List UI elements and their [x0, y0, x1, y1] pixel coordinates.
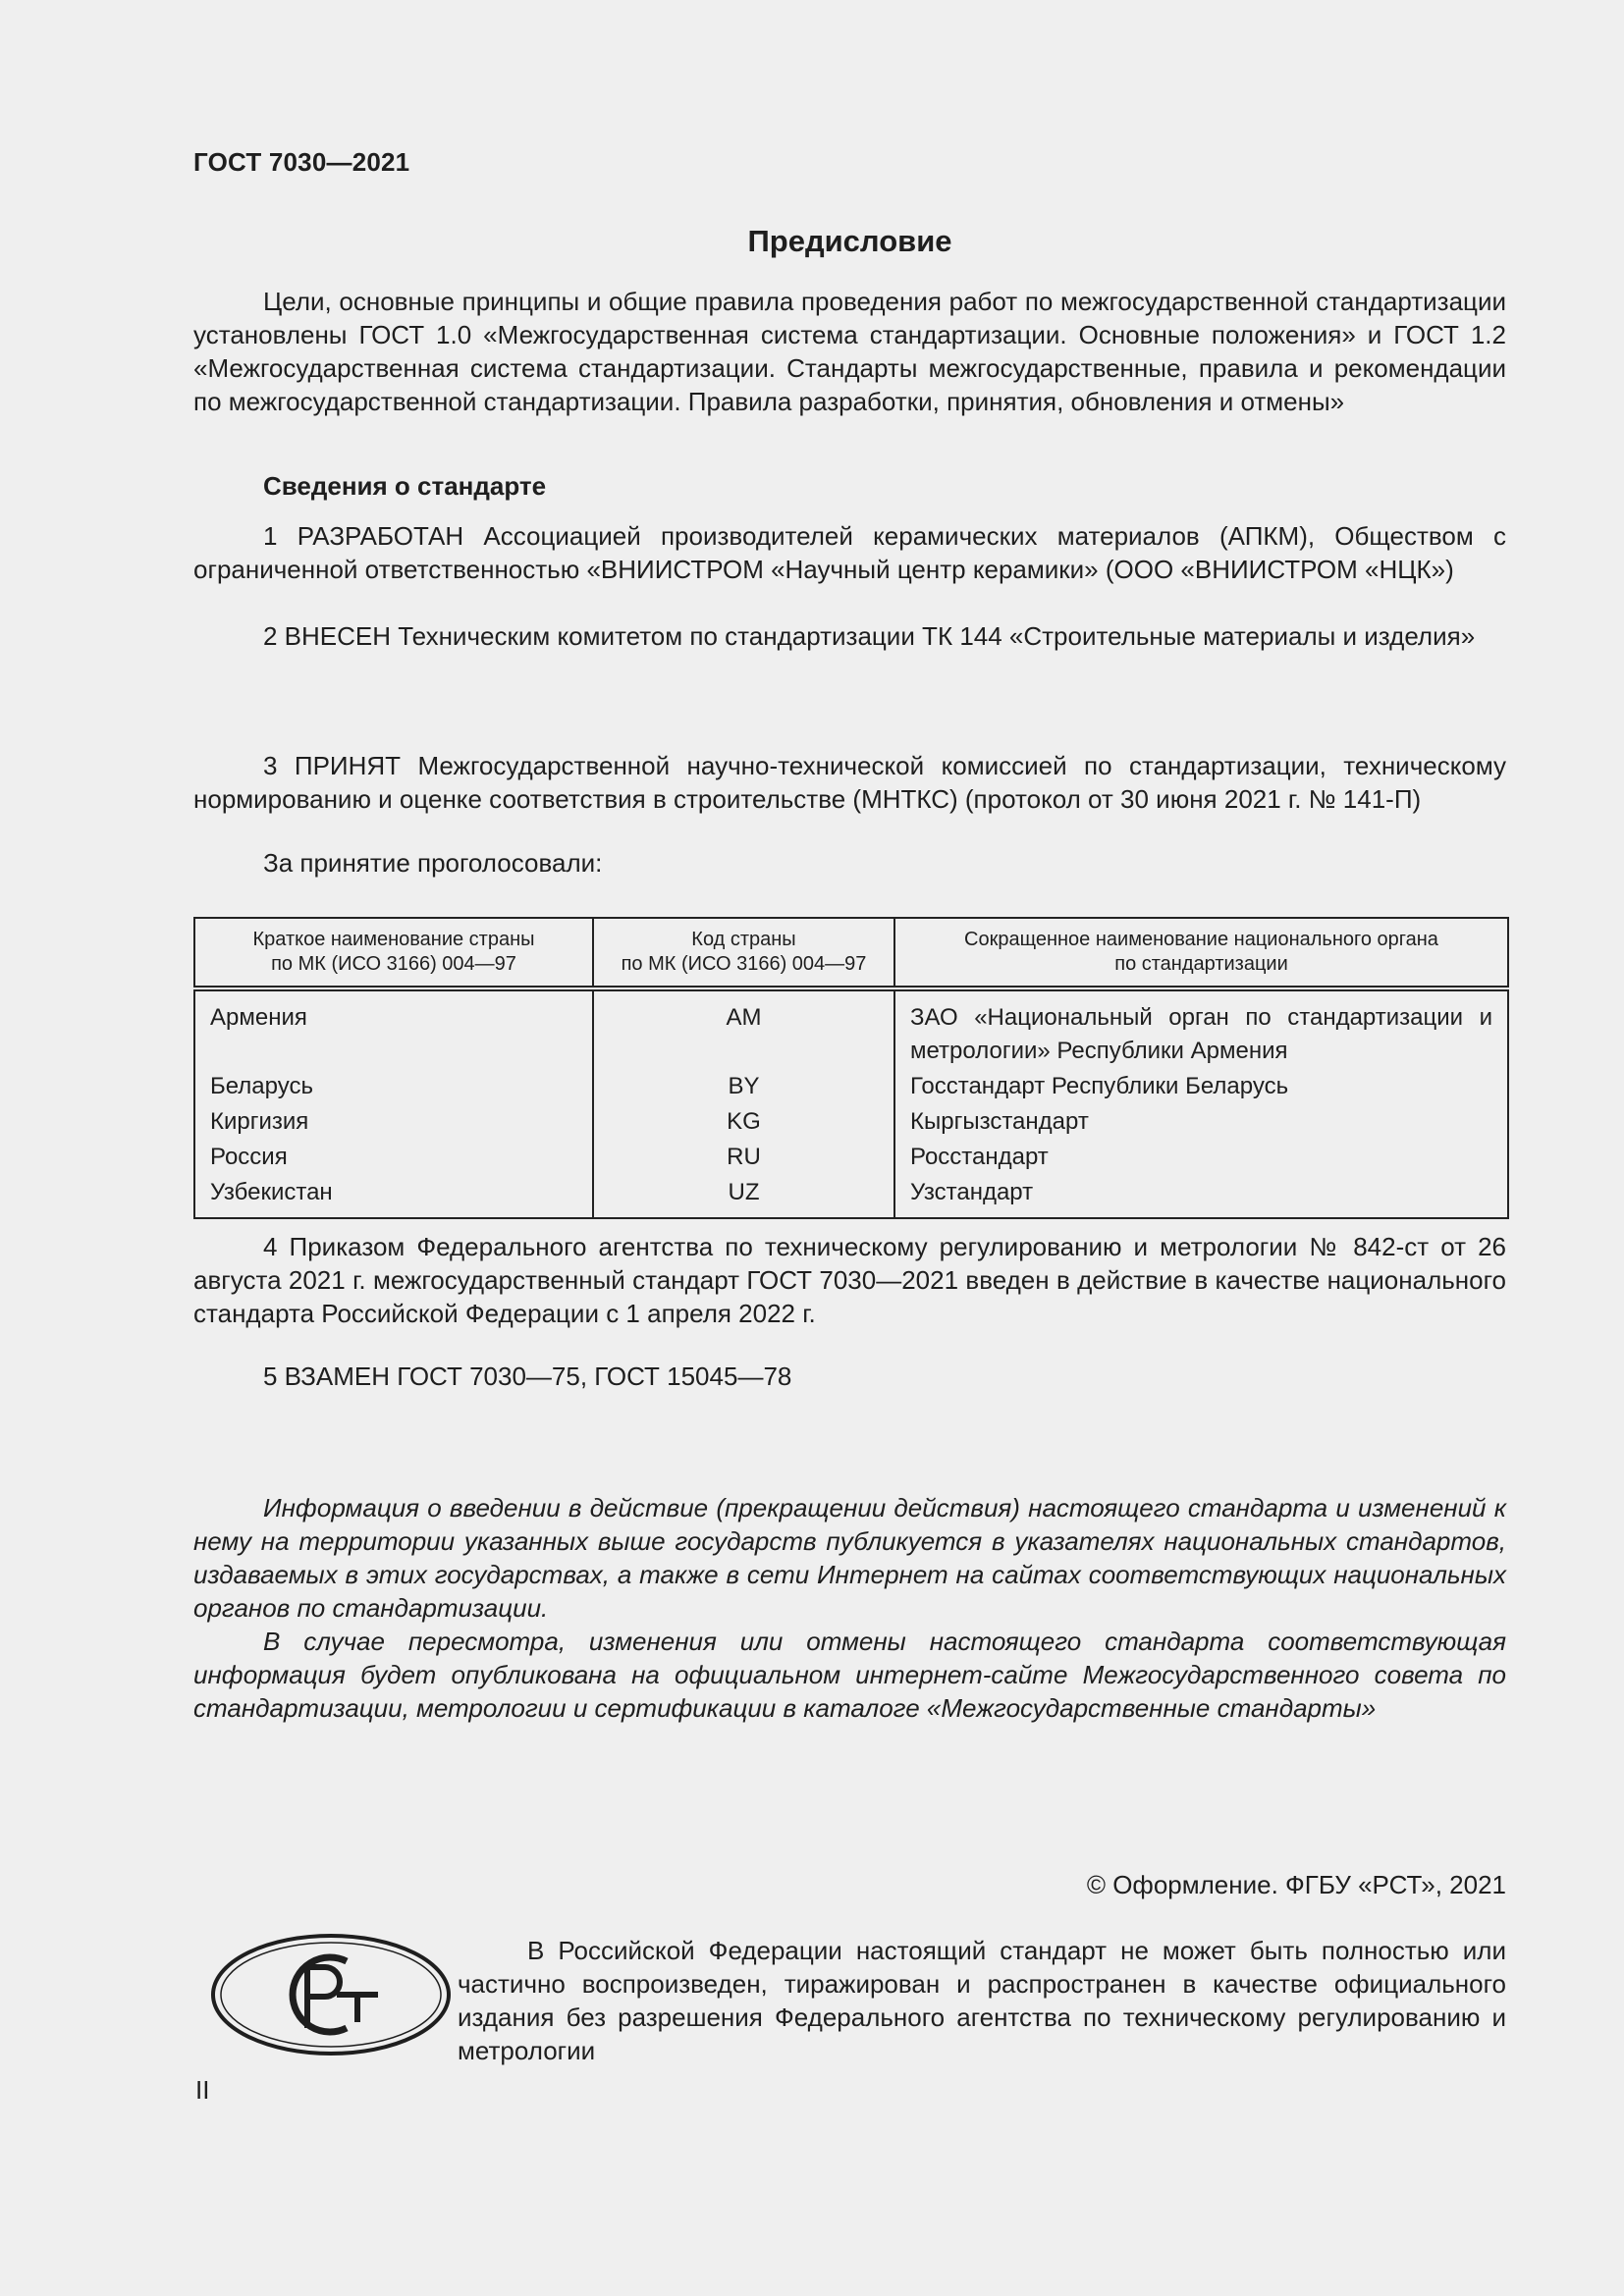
page-number: II — [195, 2075, 210, 2105]
country-code: AM — [593, 988, 894, 1069]
table-header-row — [194, 918, 1508, 988]
table-row — [194, 1069, 1508, 1104]
country-code: UZ — [593, 1175, 894, 1218]
header-country-code-line2: по МК (ИСО 3166) 004—97 — [621, 953, 867, 975]
publication-info-p1: Информация о введении в действие (прекращении действия) настоящего стандарта и изменений к нему на территории указанных выше государств публикуется в указателях национальных стандартов, издаваемых в этих государствах, а также в сети Интернет на сайтах соответствующих национальных органов по стандартизации. — [193, 1493, 1506, 1623]
header-country-name-line2: по МК (ИСО 3166) 004—97 — [271, 953, 516, 975]
document-code: ГОСТ 7030—2021 — [193, 147, 410, 177]
header-country-name-line1: Краткое наименование страны — [252, 929, 535, 950]
developed-by-block — [193, 519, 1506, 653]
adopted-by: 3 ПРИНЯТ Межгосударственной научно-технической комиссией по стандартизации, техническому нормированию и оценке соответствия в строительстве (МНТКС) (протокол от 30 июня 2021 г. № 141-П) — [193, 751, 1506, 814]
national-body: Госстандарт Республики Беларусь — [894, 1069, 1508, 1104]
table-row — [194, 1104, 1508, 1140]
intro-paragraph: Цели, основные принципы и общие правила проведения работ по межгосударственной стандартизации установлены ГОСТ 1.0 «Межгосударственная система стандартизации. Основные положения» и ГОСТ 1.2 «Межгосударственная система стандартизации. Стандарты межгосударственные, правила и рекомендации по межгосударственной стандартизации. Правила разработки, принятия, обновления и отмены» — [193, 287, 1506, 416]
country-name: Киргизия — [194, 1104, 593, 1140]
replaces-paragraph: 5 ВЗАМЕН ГОСТ 7030—75, ГОСТ 15045—78 — [263, 1362, 792, 1391]
national-body: Узстандарт — [894, 1175, 1508, 1218]
table-row — [194, 988, 1508, 1069]
rst-logo-icon — [209, 1932, 453, 2057]
countries-table — [193, 917, 1509, 1219]
standard-info-heading: Сведения о стандарте — [263, 471, 547, 501]
header-country-name — [194, 918, 593, 988]
developed-by: 1 РАЗРАБОТАН Ассоциацией производителей керамических материалов (АПКМ), Обществом с ограниченной ответственностью «ВНИИСТРОМ «Научный центр керамики» (ООО «ВНИИСТРОМ «НЦК») — [193, 521, 1506, 584]
country-code: KG — [593, 1104, 894, 1140]
country-code: RU — [593, 1140, 894, 1175]
order-paragraph: 4 Приказом Федерального агентства по техническому регулированию и метрологии № 842-ст от 26 августа 2021 г. межгосударственный стандарт ГОСТ 7030—2021 введен в действие в качестве национального стандарта Российской Федерации с 1 апреля 2022 г. — [193, 1232, 1506, 1328]
table-row — [194, 1140, 1508, 1175]
header-country-code-line1: Код страны — [691, 929, 796, 950]
page-title: Предисловие — [747, 224, 952, 258]
country-name: Армения — [194, 988, 593, 1069]
national-body: Росстандарт — [894, 1140, 1508, 1175]
header-national-body-line1: Сокращенное наименование национального органа — [964, 929, 1438, 950]
voted-label: За принятие проголосовали: — [263, 848, 603, 878]
header-national-body — [894, 918, 1508, 988]
national-body: Кыргызстандарт — [894, 1104, 1508, 1140]
publication-info — [193, 1491, 1506, 1725]
publication-info-p2: В случае пересмотра, изменения или отмены настоящего стандарта соответствующая информация будет опубликована на официальном интернет-сайте Межгосударственного совета по стандартизации, метрологии и сертификации в каталоге «Межгосударственные стандарты» — [193, 1627, 1506, 1723]
introduced-by: 2 ВНЕСЕН Техническим комитетом по стандартизации ТК 144 «Строительные материалы и изделия» — [263, 621, 1476, 651]
country-name: Россия — [194, 1140, 593, 1175]
header-national-body-line2: по стандартизации — [1114, 953, 1288, 975]
copyright-notice: © Оформление. ФГБУ «РСТ», 2021 — [1086, 1870, 1506, 1899]
reproduction-rights: В Российской Федерации настоящий стандарт не может быть полностью или частично воспроизведен, тиражирован и распространен в качестве официального издания без разрешения Федерального агентства по техническому регулированию и метрологии — [458, 1936, 1506, 2065]
country-name: Узбекистан — [194, 1175, 593, 1218]
table-row — [194, 1175, 1508, 1218]
country-name: Беларусь — [194, 1069, 593, 1104]
country-code: BY — [593, 1069, 894, 1104]
header-country-code — [593, 918, 894, 988]
national-body: ЗАО «Национальный орган по стандартизации и метрологии» Республики Армения — [894, 988, 1508, 1069]
